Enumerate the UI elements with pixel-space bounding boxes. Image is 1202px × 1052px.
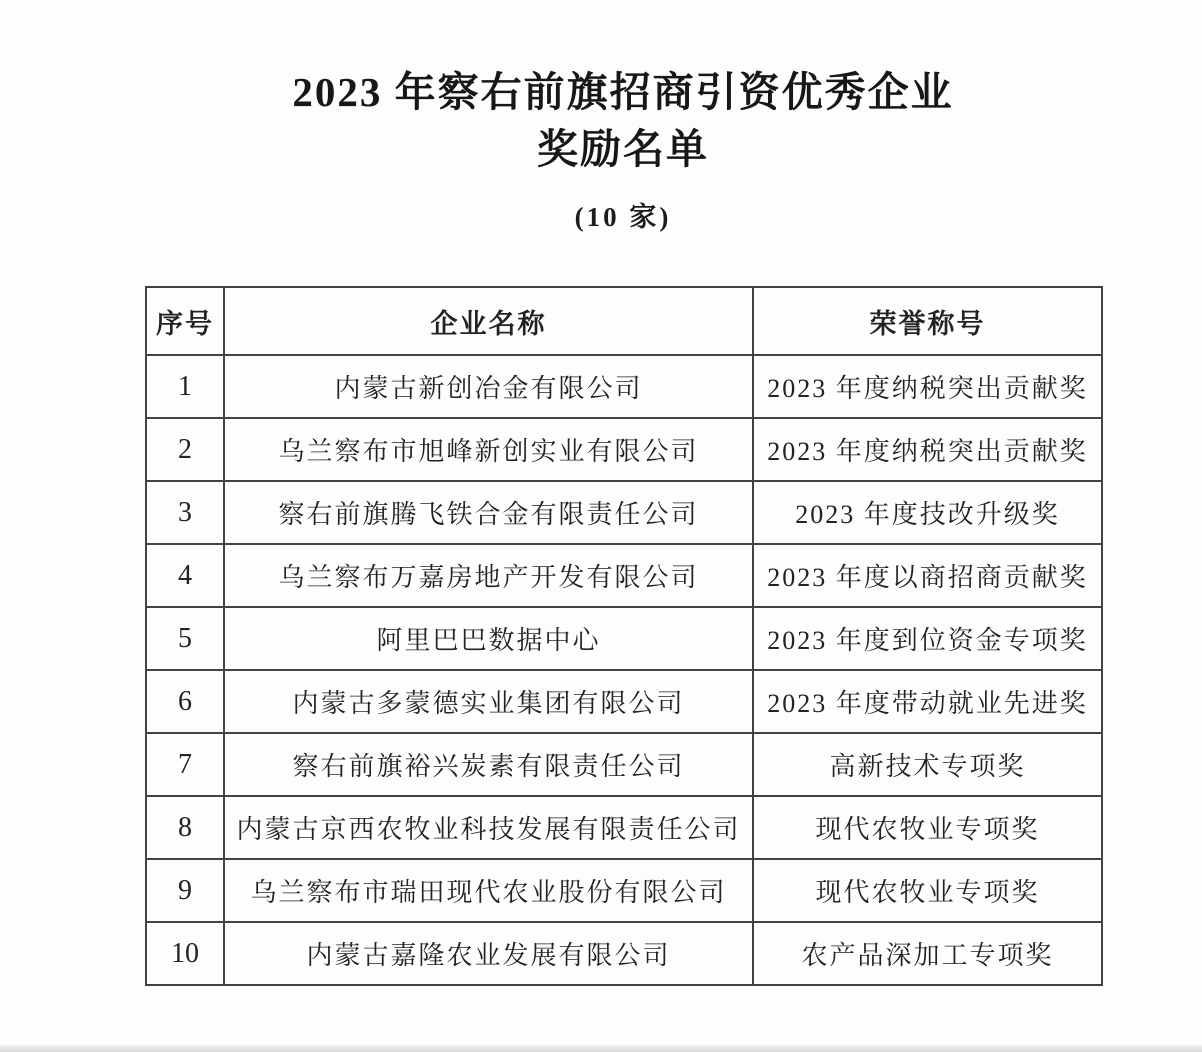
table-row — [146, 733, 1102, 796]
company-cell: 察右前旗腾飞铁合金有限责任公司 — [224, 481, 753, 544]
company-cell: 内蒙古新创冶金有限公司 — [224, 355, 753, 418]
serial-cell: 10 — [146, 922, 224, 985]
company-cell: 阿里巴巴数据中心 — [224, 607, 753, 670]
header-serial: 序号 — [146, 287, 224, 355]
award-table-body — [146, 355, 1102, 985]
scan-edge-strip — [0, 1045, 1202, 1052]
company-cell: 乌兰察布万嘉房地产开发有限公司 — [224, 544, 753, 607]
award-cell: 高新技术专项奖 — [753, 733, 1102, 796]
table-row — [146, 607, 1102, 670]
serial-cell: 8 — [146, 796, 224, 859]
document-page — [145, 0, 1101, 986]
company-cell: 乌兰察布市旭峰新创实业有限公司 — [224, 418, 753, 481]
award-cell: 2023 年度以商招商贡献奖 — [753, 544, 1102, 607]
serial-cell: 6 — [146, 670, 224, 733]
table-row — [146, 670, 1102, 733]
table-header-row — [146, 287, 1102, 355]
header-company: 企业名称 — [224, 287, 753, 355]
award-cell: 2023 年度技改升级奖 — [753, 481, 1102, 544]
serial-cell: 7 — [146, 733, 224, 796]
company-cell: 乌兰察布市瑞田现代农业股份有限公司 — [224, 859, 753, 922]
award-cell: 现代农牧业专项奖 — [753, 796, 1102, 859]
serial-cell: 4 — [146, 544, 224, 607]
serial-cell: 1 — [146, 355, 224, 418]
table-row — [146, 859, 1102, 922]
title-line2: 奖励名单 — [537, 125, 709, 172]
award-cell: 农产品深加工专项奖 — [753, 922, 1102, 985]
award-table — [145, 286, 1103, 986]
table-row — [146, 418, 1102, 481]
document-title — [145, 64, 1101, 177]
company-cell: 内蒙古多蒙德实业集团有限公司 — [224, 670, 753, 733]
serial-cell: 3 — [146, 481, 224, 544]
document-subtitle: (10 家) — [574, 202, 672, 233]
serial-cell: 5 — [146, 607, 224, 670]
company-cell: 内蒙古嘉隆农业发展有限公司 — [224, 922, 753, 985]
table-row — [146, 481, 1102, 544]
award-cell: 2023 年度带动就业先进奖 — [753, 670, 1102, 733]
header-award: 荣誉称号 — [753, 287, 1102, 355]
table-row — [146, 796, 1102, 859]
award-cell: 现代农牧业专项奖 — [753, 859, 1102, 922]
award-cell: 2023 年度纳税突出贡献奖 — [753, 418, 1102, 481]
table-row — [146, 355, 1102, 418]
table-row — [146, 544, 1102, 607]
company-cell: 察右前旗裕兴炭素有限责任公司 — [224, 733, 753, 796]
title-line1: 2023 年察右前旗招商引资优秀企业 — [292, 69, 954, 115]
award-cell: 2023 年度到位资金专项奖 — [753, 607, 1102, 670]
award-cell: 2023 年度纳税突出贡献奖 — [753, 355, 1102, 418]
table-row — [146, 922, 1102, 985]
serial-cell: 9 — [146, 859, 224, 922]
serial-cell: 2 — [146, 418, 224, 481]
company-cell: 内蒙古京西农牧业科技发展有限责任公司 — [224, 796, 753, 859]
